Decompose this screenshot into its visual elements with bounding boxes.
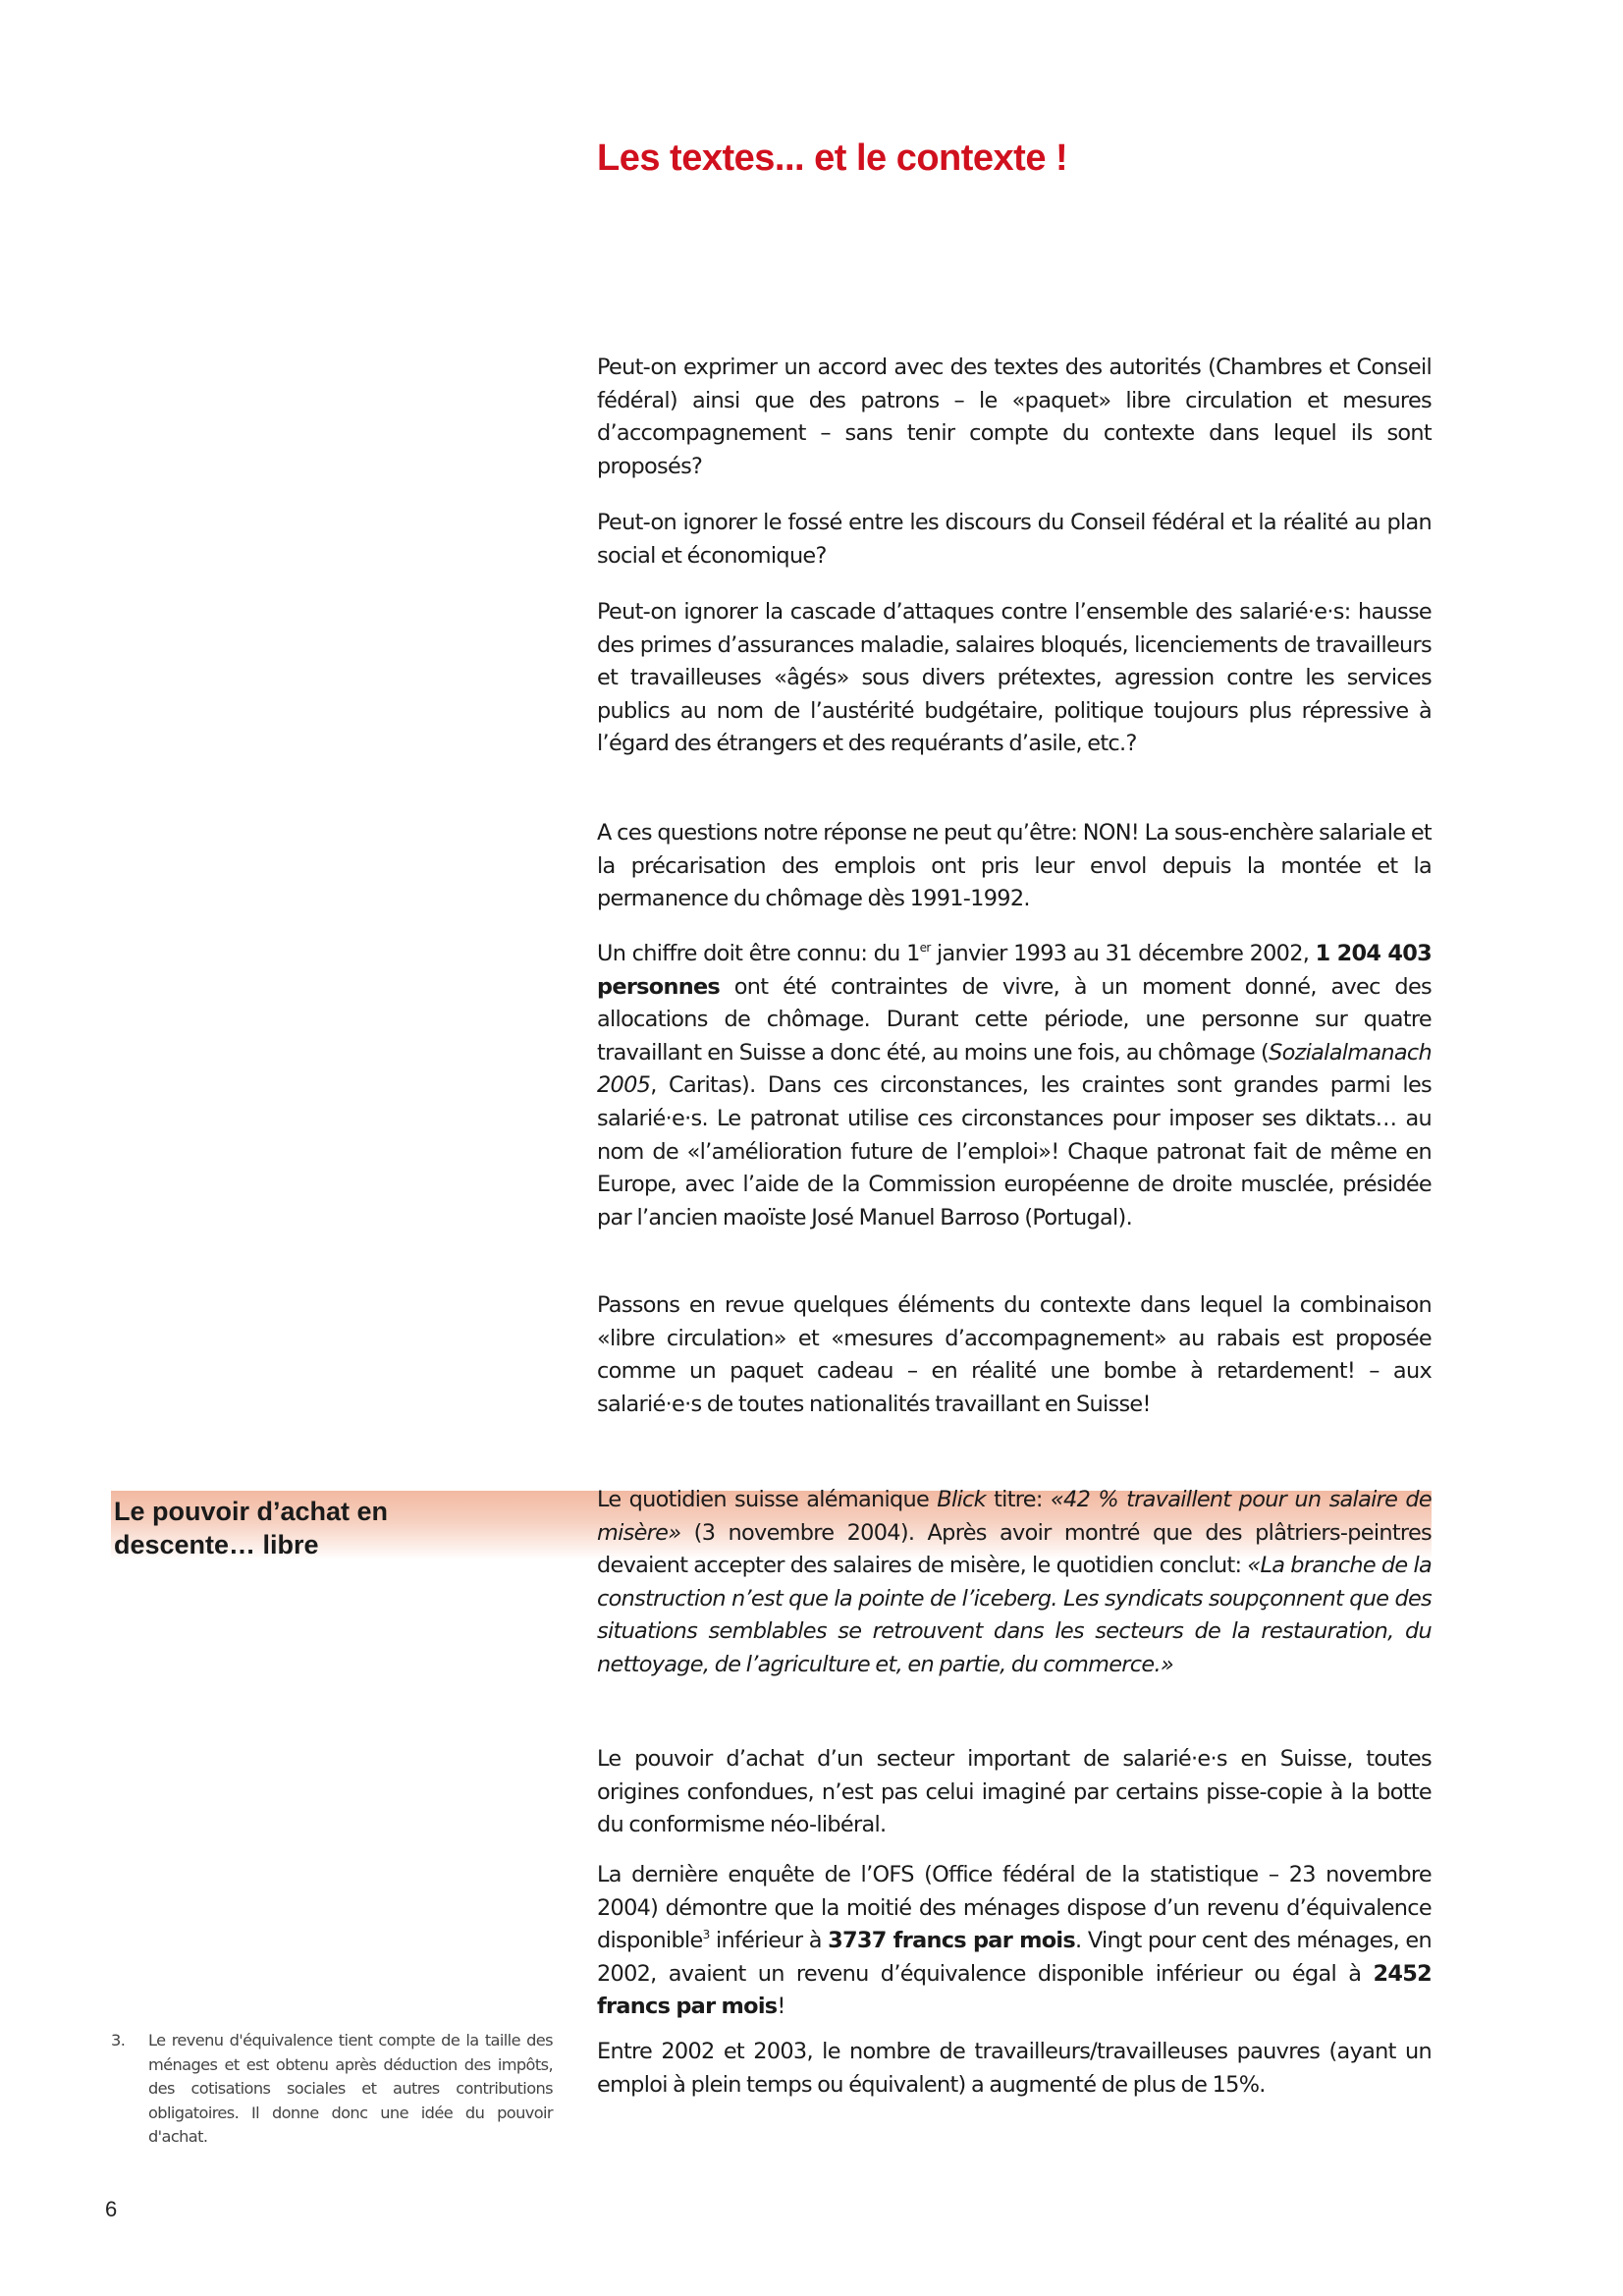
p9-text-d: ! — [777, 1994, 785, 2020]
page-number: 6 — [105, 2197, 118, 2221]
p5-superscript: er — [919, 941, 931, 955]
page-title: Les textes... et le contexte ! — [597, 137, 1068, 179]
p5-italic-source: Sozialalmanach 2005 — [597, 1039, 1432, 1099]
paragraph-6: Passons en revue quelques éléments du contexte dans lequel la combinaison «libre circulation» et «mesures d’accompagnement» au rabais est proposée comme un paquet cadeau – en réalité une bombe à retardement! – aux salarié·e·s de toutes nationalités travaillant en Suisse! — [597, 1292, 1432, 1417]
p9-bold-amount-1: 3737 francs par mois — [828, 1928, 1076, 1954]
p7-italic-newspaper: Blick — [937, 1487, 986, 1512]
p5-text-d: , Caritas). Dans ces circonstances, les craintes sont grandes parmi les salarié·e·s. Le patronat utilise ces circonstances pour imposer ses diktats… au nom de «l’amélioration future de l’emploi»! Chaque patronat fait de même en Europe, avec l’aide de la Commission européenne de droite musclée, présidée par l’ancien maoïste José Manuel Barroso (Portugal). — [597, 1072, 1432, 1230]
p5-text-b: janvier 1993 au 31 décembre 2002, — [930, 941, 1316, 966]
sidebar-section-heading: Le pouvoir d’achat en descente… libre — [114, 1497, 389, 1559]
paragraph-5 — [597, 938, 1432, 1234]
p9-text-a: La dernière enquête de l’OFS (Office fédéral de la statistique – 23 novembre 2004) démontre que la moitié des ménages dispose d’un revenu d’équivalence disponible — [597, 1862, 1432, 1954]
p5-text-a: Un chiffre doit être connu: du 1 — [597, 941, 920, 966]
paragraph-3: Peut-on ignorer la cascade d’attaques contre l’ensemble des salarié·e·s: hausse des primes d’assurances maladie, salaires bloqués, licenciements de travailleurs et travailleuses «âgés» sous divers prétextes, agression contre les services publics au nom de l’austérité budgétaire, politique toujours plus répressive à l’égard des étrangers et des requérants d’asile, etc.? — [597, 599, 1432, 757]
paragraph-10: Entre 2002 et 2003, le nombre de travailleurs/travailleuses pauvres (ayant un emploi à plein temps ou équivalent) a augmenté de plus de 15%. — [597, 2039, 1432, 2098]
footnote — [111, 2029, 553, 2150]
p9-text-b: inférieur à — [709, 1928, 829, 1954]
paragraph-9 — [597, 1859, 1432, 2024]
p7-text-a: Le quotidien suisse alémanique — [597, 1487, 938, 1512]
paragraph-8: Le pouvoir d’achat d’un secteur important de salarié·e·s en Suisse, toutes origines confondues, n’est pas celui imaginé par certains pisse-copie à la botte du conformisme néo-libéral. — [597, 1746, 1432, 1838]
p7-italic-quote: «La branche de la construction n’est que la pointe de l’iceberg. Les syndicats soupçonnent que des situations semblables se retrouvent dans les secteurs de la restauration, du nettoyage, de l’agriculture et, en partie, du commerce.» — [597, 1553, 1432, 1677]
p5-text-c: ont été contraintes de vivre, à un moment donné, avec des allocations de chômage. Durant cette période, une personne sur quatre travaillant en Suisse a donc été, au moins une fois, au chômage ( — [597, 973, 1432, 1066]
p9-footnote-ref: 3 — [702, 1928, 710, 1942]
p7-text-c: (3 novembre 2004). Après avoir montré que des plâtriers-peintres devaient accepter des salaires de misère, le quotidien conclut: — [597, 1519, 1432, 1579]
paragraph-2: Peut-on ignorer le fossé entre les discours du Conseil fédéral et la réalité au plan social et économique? — [597, 510, 1432, 569]
p7-italic-headline: «42 % travaillent pour un salaire de misère» — [597, 1487, 1432, 1546]
p9-text-c: . Vingt pour cent des ménages, en 2002, avaient un revenu d’équivalence disponible inférieur ou égal à — [597, 1928, 1432, 1987]
footnote-text: Le revenu d'équivalence tient compte de la taille des ménages et est obtenu après déduction des impôts, des cotisations sociales et autres contributions obligatoires. Il donne donc une idée du pouvoir d'achat. — [148, 2031, 553, 2146]
paragraph-1: Peut-on exprimer un accord avec des textes des autorités (Chambres et Conseil fédéral) ainsi que des patrons – le «paquet» libre circulation et mesures d’accompagnement – sans tenir compte du contexte dans lequel ils sont proposés? — [597, 355, 1432, 479]
paragraph-4: A ces questions notre réponse ne peut qu’être: NON! La sous-enchère salariale et la précarisation des emplois ont pris leur envol depuis la montée et la permanence du chômage dès 1991-1992. — [597, 820, 1432, 912]
p9-bold-amount-2: 2452 francs par mois — [597, 1960, 1432, 2020]
footnote-number: 3. — [111, 2031, 126, 2050]
p5-bold-figure: 1 204 403 personnes — [597, 941, 1432, 1000]
paragraph-7 — [597, 1484, 1432, 1682]
p7-text-b: titre: — [985, 1487, 1051, 1512]
